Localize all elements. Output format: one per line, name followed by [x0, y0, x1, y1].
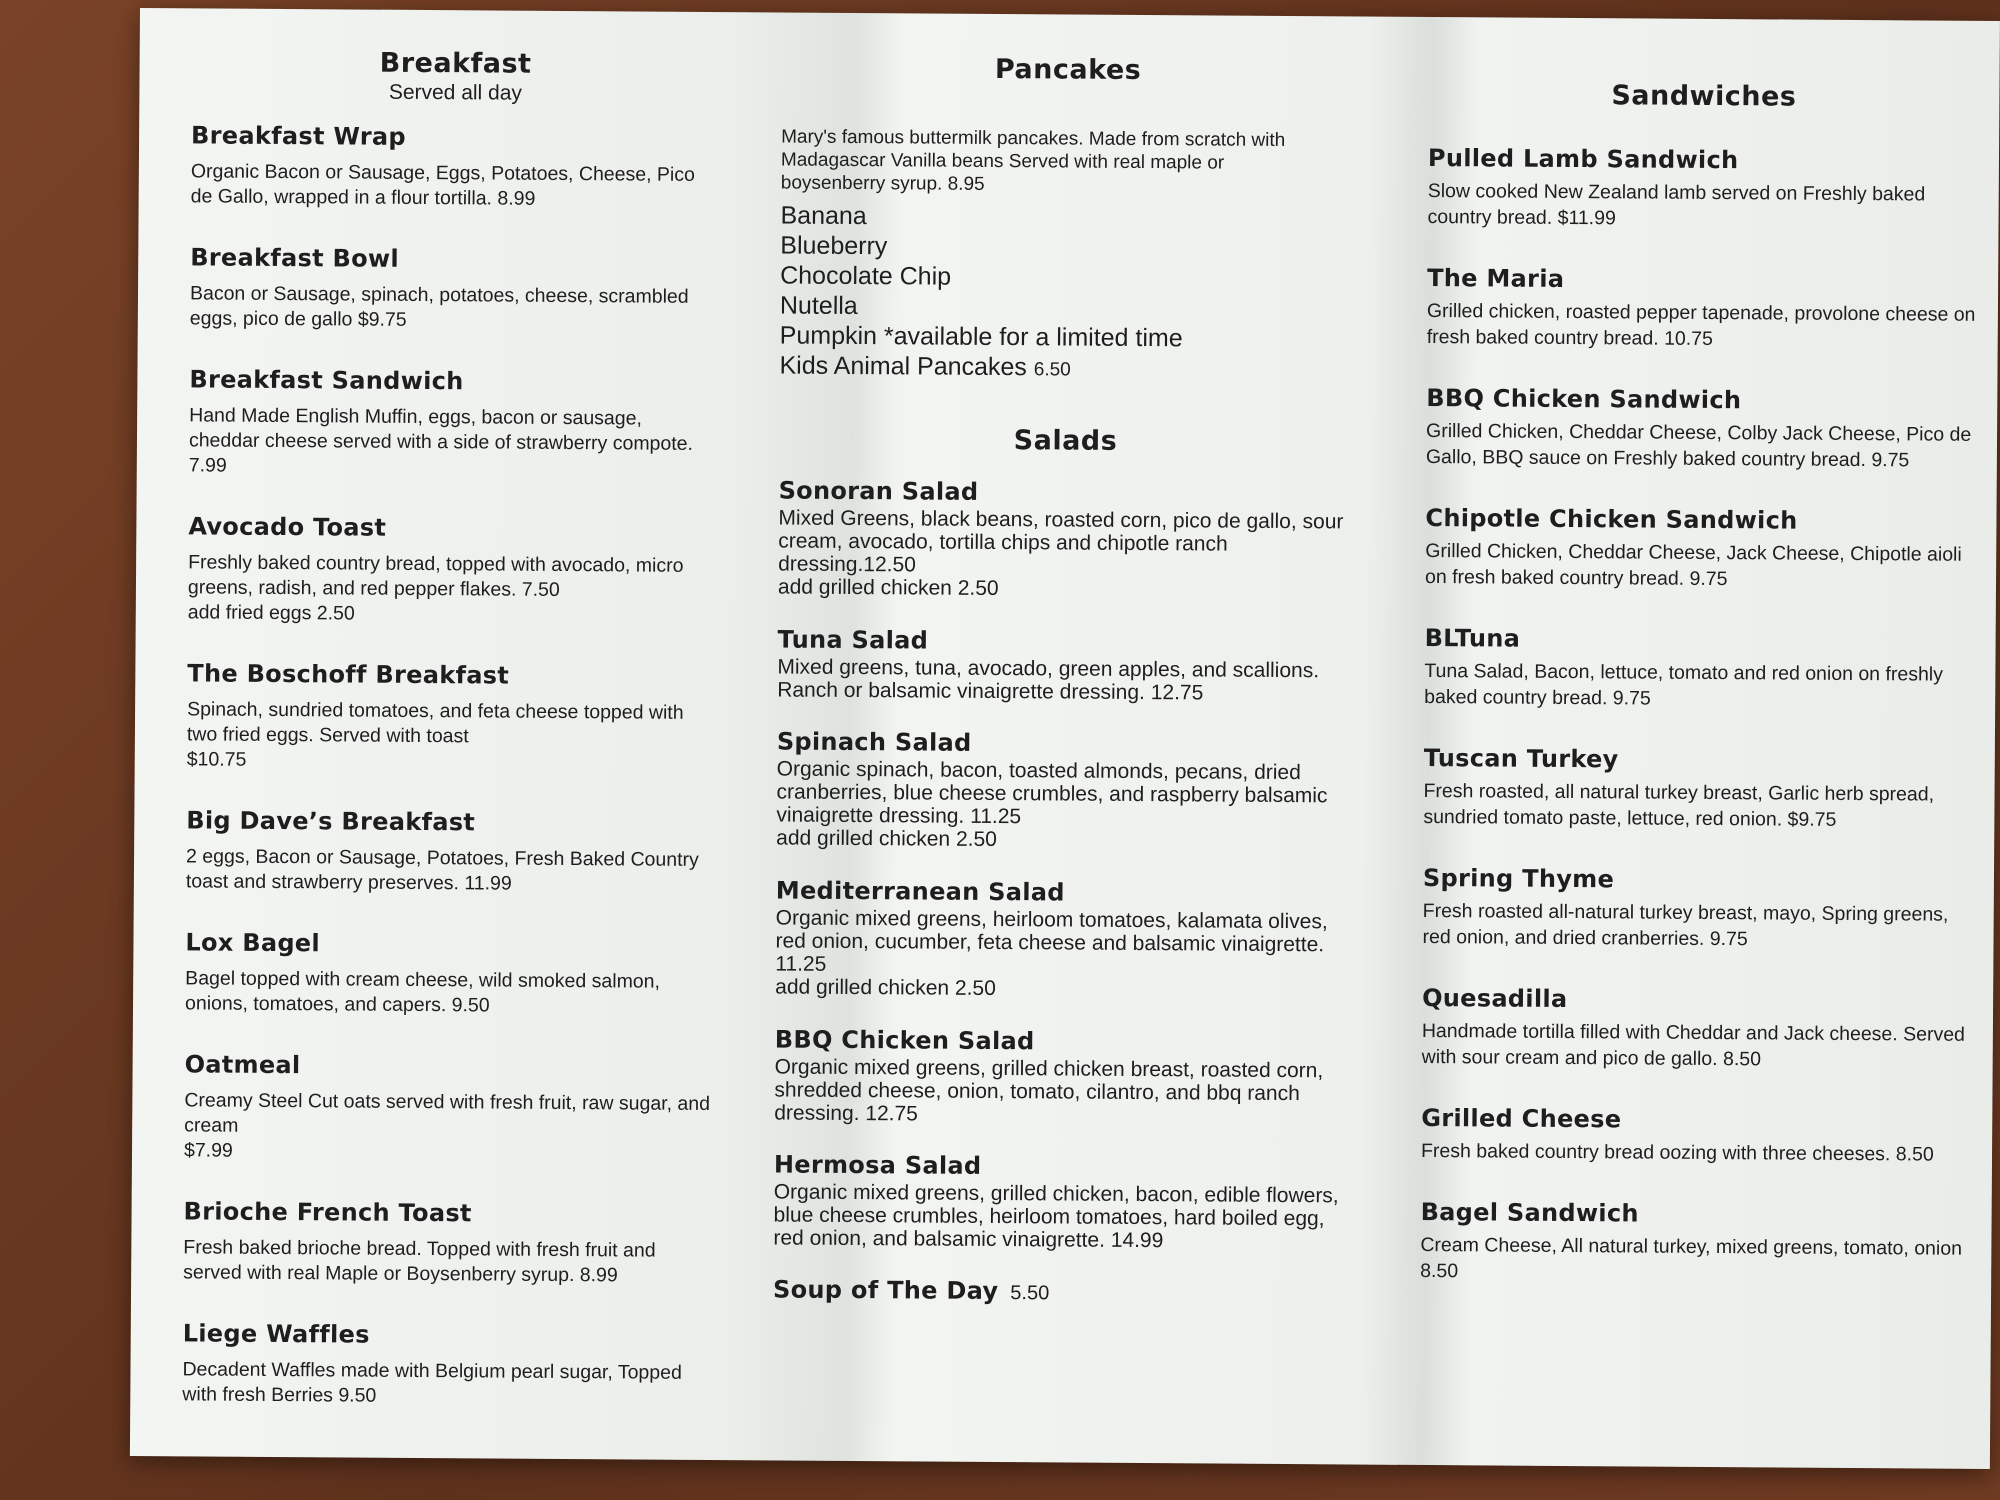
menu-item — [184, 1050, 713, 1167]
item-description: Bagel topped with cream cheese, wild smoked salmon, onions, tomatoes, and capers. 9.50 — [184, 967, 661, 1017]
pancake-flavor-list — [779, 200, 1353, 387]
menu-item — [1420, 1198, 1972, 1288]
menu-sheet — [130, 8, 2000, 1469]
item-name: Tuna Salad — [777, 625, 929, 655]
menu-item — [1424, 624, 1976, 714]
sandwich-items — [1420, 144, 1979, 1288]
item-name: Breakfast Wrap — [191, 121, 406, 151]
item-name: Mediterranean Salad — [775, 876, 1065, 907]
menu-item — [1425, 504, 1977, 594]
item-name: BBQ Chicken Sandwich — [1426, 383, 1742, 415]
item-name: BBQ Chicken Salad — [774, 1025, 1035, 1056]
item-name: Bagel Sandwich — [1420, 1197, 1639, 1228]
item-description: Organic mixed greens, grilled chicken breast, roasted corn, shredded cheese, onion, tomato, cilantro, and bbq ranch dressing. 12.75 — [774, 1055, 1324, 1126]
item-extra: add grilled chicken 2.50 — [777, 575, 999, 601]
item-name: Big Dave’s Breakfast — [186, 806, 476, 837]
menu-item — [188, 512, 717, 629]
menu-item — [773, 1150, 1347, 1253]
item-description: Fresh roasted all-natural turkey breast, mayo, Spring greens, red onion, and dried cranberries. 9.75 — [1422, 899, 1949, 951]
item-description: Organic mixed greens, grilled chicken, bacon, edible flowers, blue cheese crumbles, heirloom tomatoes, hard boiled egg, red onion, and balsamic vinaigrette. 14.99 — [773, 1180, 1339, 1253]
menu-item — [776, 727, 1350, 854]
item-name: Brioche French Toast — [183, 1197, 472, 1228]
item-name: Avocado Toast — [188, 512, 387, 542]
menu-item — [1422, 864, 1974, 954]
menu-item — [191, 121, 720, 213]
item-name: The Maria — [1427, 263, 1565, 293]
menu-item — [1421, 1104, 1972, 1168]
item-description: Freshly baked country bread, topped with avocado, micro greens, radish, and red pepper flakes. 7.50 — [187, 551, 684, 601]
pancakes-intro: Mary's famous buttermilk pancakes. Made from scratch with Madagascar Vanilla beans Served with real maple or boysenberry syrup. 8.95 — [780, 126, 1286, 195]
menu-item — [1427, 264, 1979, 354]
item-description: Grilled Chicken, Cheddar Cheese, Colby Jack Cheese, Pico de Gallo, BBQ sauce on Freshly baked country bread. 9.75 — [1425, 419, 1972, 472]
menu-item — [190, 243, 719, 335]
item-extra: add fried eggs 2.50 — [187, 601, 355, 625]
item-description: Organic Bacon or Sausage, Eggs, Potatoes, Cheese, Pico de Gallo, wrapped in a flour tortilla. 8.99 — [190, 160, 695, 210]
item-name: Pulled Lamb Sandwich — [1427, 143, 1739, 175]
menu-item — [778, 476, 1352, 603]
item-name: Liege Waffles — [182, 1319, 370, 1349]
sandwiches-column — [1365, 17, 2000, 1469]
menu-item — [1423, 744, 1975, 834]
item-name: Tuscan Turkey — [1423, 743, 1619, 774]
soup-of-the-day — [773, 1275, 1346, 1307]
middle-column — [730, 12, 1375, 1464]
pancake-flavor — [780, 230, 1353, 264]
item-description: Mixed greens, tuna, avocado, green apples, and scallions. Ranch or balsamic vinaigrette dressing. 12.75 — [777, 655, 1320, 705]
pancake-flavor-label: Banana — [780, 201, 867, 231]
item-description: Cream Cheese, All natural turkey, mixed greens, tomato, onion 8.50 — [1420, 1233, 1963, 1283]
item-name: Breakfast Sandwich — [189, 365, 464, 396]
item-name: The Boschoff Breakfast — [187, 659, 510, 690]
menu-item — [777, 625, 1351, 705]
breakfast-column — [130, 8, 740, 1460]
menu-item — [1427, 144, 1979, 234]
menu-item — [775, 876, 1349, 1003]
item-extra: $10.75 — [186, 748, 247, 771]
item-name: Hermosa Salad — [773, 1150, 982, 1180]
menu-item — [187, 659, 716, 776]
pancake-flavor-label: Nutella — [779, 291, 858, 321]
item-description: Grilled chicken, roasted pepper tapenade, provolone cheese on fresh baked country bread. 10.75 — [1426, 299, 1976, 350]
breakfast-title: Breakfast — [379, 47, 532, 80]
item-description: Fresh baked country bread oozing with three cheeses. 8.50 — [1420, 1139, 1934, 1166]
pancake-flavor — [780, 290, 1353, 324]
item-name: Lox Bagel — [185, 928, 321, 958]
item-name: BLTuna — [1424, 623, 1521, 653]
item-description: Bacon or Sausage, spinach, potatoes, cheese, scrambled eggs, pico de gallo $9.75 — [189, 282, 689, 331]
menu-item — [183, 1197, 712, 1289]
item-description: Spinach, sundried tomatoes, and feta cheese topped with two fried eggs. Served with toast — [186, 698, 684, 748]
menu-item — [774, 1025, 1348, 1128]
item-name: Oatmeal — [184, 1050, 301, 1080]
item-name: Sonoran Salad — [778, 476, 979, 506]
pancake-flavor-label: Chocolate Chip — [780, 261, 952, 291]
menu-item — [182, 1319, 711, 1411]
item-description: Decadent Waffles made with Belgium pearl sugar, Topped with fresh Berries 9.50 — [182, 1358, 682, 1407]
item-description: Fresh baked brioche bread. Topped with fresh fruit and served with real Maple or Boysenberry syrup. 8.99 — [183, 1236, 656, 1287]
item-extra: add grilled chicken 2.50 — [775, 975, 996, 1000]
breakfast-subtitle: Served all day — [388, 80, 523, 105]
pancake-flavor-label: Blueberry — [780, 231, 888, 261]
item-description: Handmade tortilla filled with Cheddar and Jack cheese. Served with sour cream and pico de gallo. 8.50 — [1421, 1019, 1966, 1071]
pancakes-title: Pancakes — [994, 53, 1142, 86]
salad-items — [773, 476, 1351, 1253]
item-name: Chipotle Chicken Sandwich — [1425, 503, 1798, 535]
item-description: Organic mixed greens, heirloom tomatoes, kalamata olives, red onion, cucumber, feta cheese and balsamic vinaigrette. 11.25 — [775, 906, 1328, 976]
item-description: Tuna Salad, Bacon, lettuce, tomato and red onion on freshly baked country bread. 9.75 — [1424, 659, 1943, 710]
item-description: Creamy Steel Cut oats served with fresh fruit, raw sugar, and cream — [184, 1089, 711, 1137]
menu-item — [186, 806, 715, 898]
pancake-flavor — [779, 350, 1352, 387]
menu-item — [185, 928, 714, 1020]
pancake-flavor — [780, 260, 1353, 294]
pancake-flavor — [780, 200, 1353, 234]
pancake-flavor-price: 6.50 — [1033, 359, 1071, 381]
item-description: Hand Made English Muffin, eggs, bacon or sausage, cheddar cheese served with a side of strawberry compote. 7.99 — [188, 404, 694, 477]
item-name: Quesadilla — [1422, 983, 1568, 1013]
item-extra: $7.99 — [183, 1139, 233, 1162]
item-description: Slow cooked New Zealand lamb served on Freshly baked country bread. $11.99 — [1427, 179, 1926, 230]
item-name: Spring Thyme — [1422, 863, 1615, 894]
pancake-flavor — [780, 320, 1353, 354]
item-name: Breakfast Bowl — [190, 243, 400, 273]
item-description: 2 eggs, Bacon or Sausage, Potatoes, Fresh Baked Country toast and strawberry preserves. 11.99 — [185, 845, 699, 895]
item-name: Grilled Cheese — [1421, 1103, 1622, 1134]
item-description: Grilled Chicken, Cheddar Cheese, Jack Cheese, Chipotle aioli on fresh baked country bread. 9.75 — [1424, 539, 1962, 591]
pancake-flavor-label: Pumpkin *available for a limited time — [779, 321, 1183, 353]
item-description: Organic spinach, bacon, toasted almonds, pecans, dried cranberries, blue cheese crumbles, and raspberry balsamic vinaigrette dressing. 11.25 — [776, 757, 1328, 829]
soup-price: 5.50 — [1010, 1282, 1050, 1305]
salads-title: Salads — [1013, 425, 1118, 457]
item-name: Spinach Salad — [776, 727, 972, 757]
menu-item — [1422, 984, 1974, 1074]
menu-item — [189, 365, 718, 482]
item-description: Fresh roasted, all natural turkey breast, Garlic herb spread, sundried tomato paste, lettuce, red onion. $9.75 — [1423, 779, 1935, 831]
sandwiches-title: Sandwiches — [1611, 80, 1797, 113]
soup-name: Soup of The Day — [772, 1275, 999, 1306]
item-description: Mixed Greens, black beans, roasted corn, pico de gallo, sour cream, avocado, tortilla chips and chipotle ranch dressing.12.50 — [778, 506, 1344, 577]
pancake-flavor-label: Kids Animal Pancakes — [779, 351, 1027, 382]
menu-item — [1426, 384, 1978, 474]
item-extra: add grilled chicken 2.50 — [776, 826, 997, 852]
breakfast-items — [182, 121, 719, 1411]
